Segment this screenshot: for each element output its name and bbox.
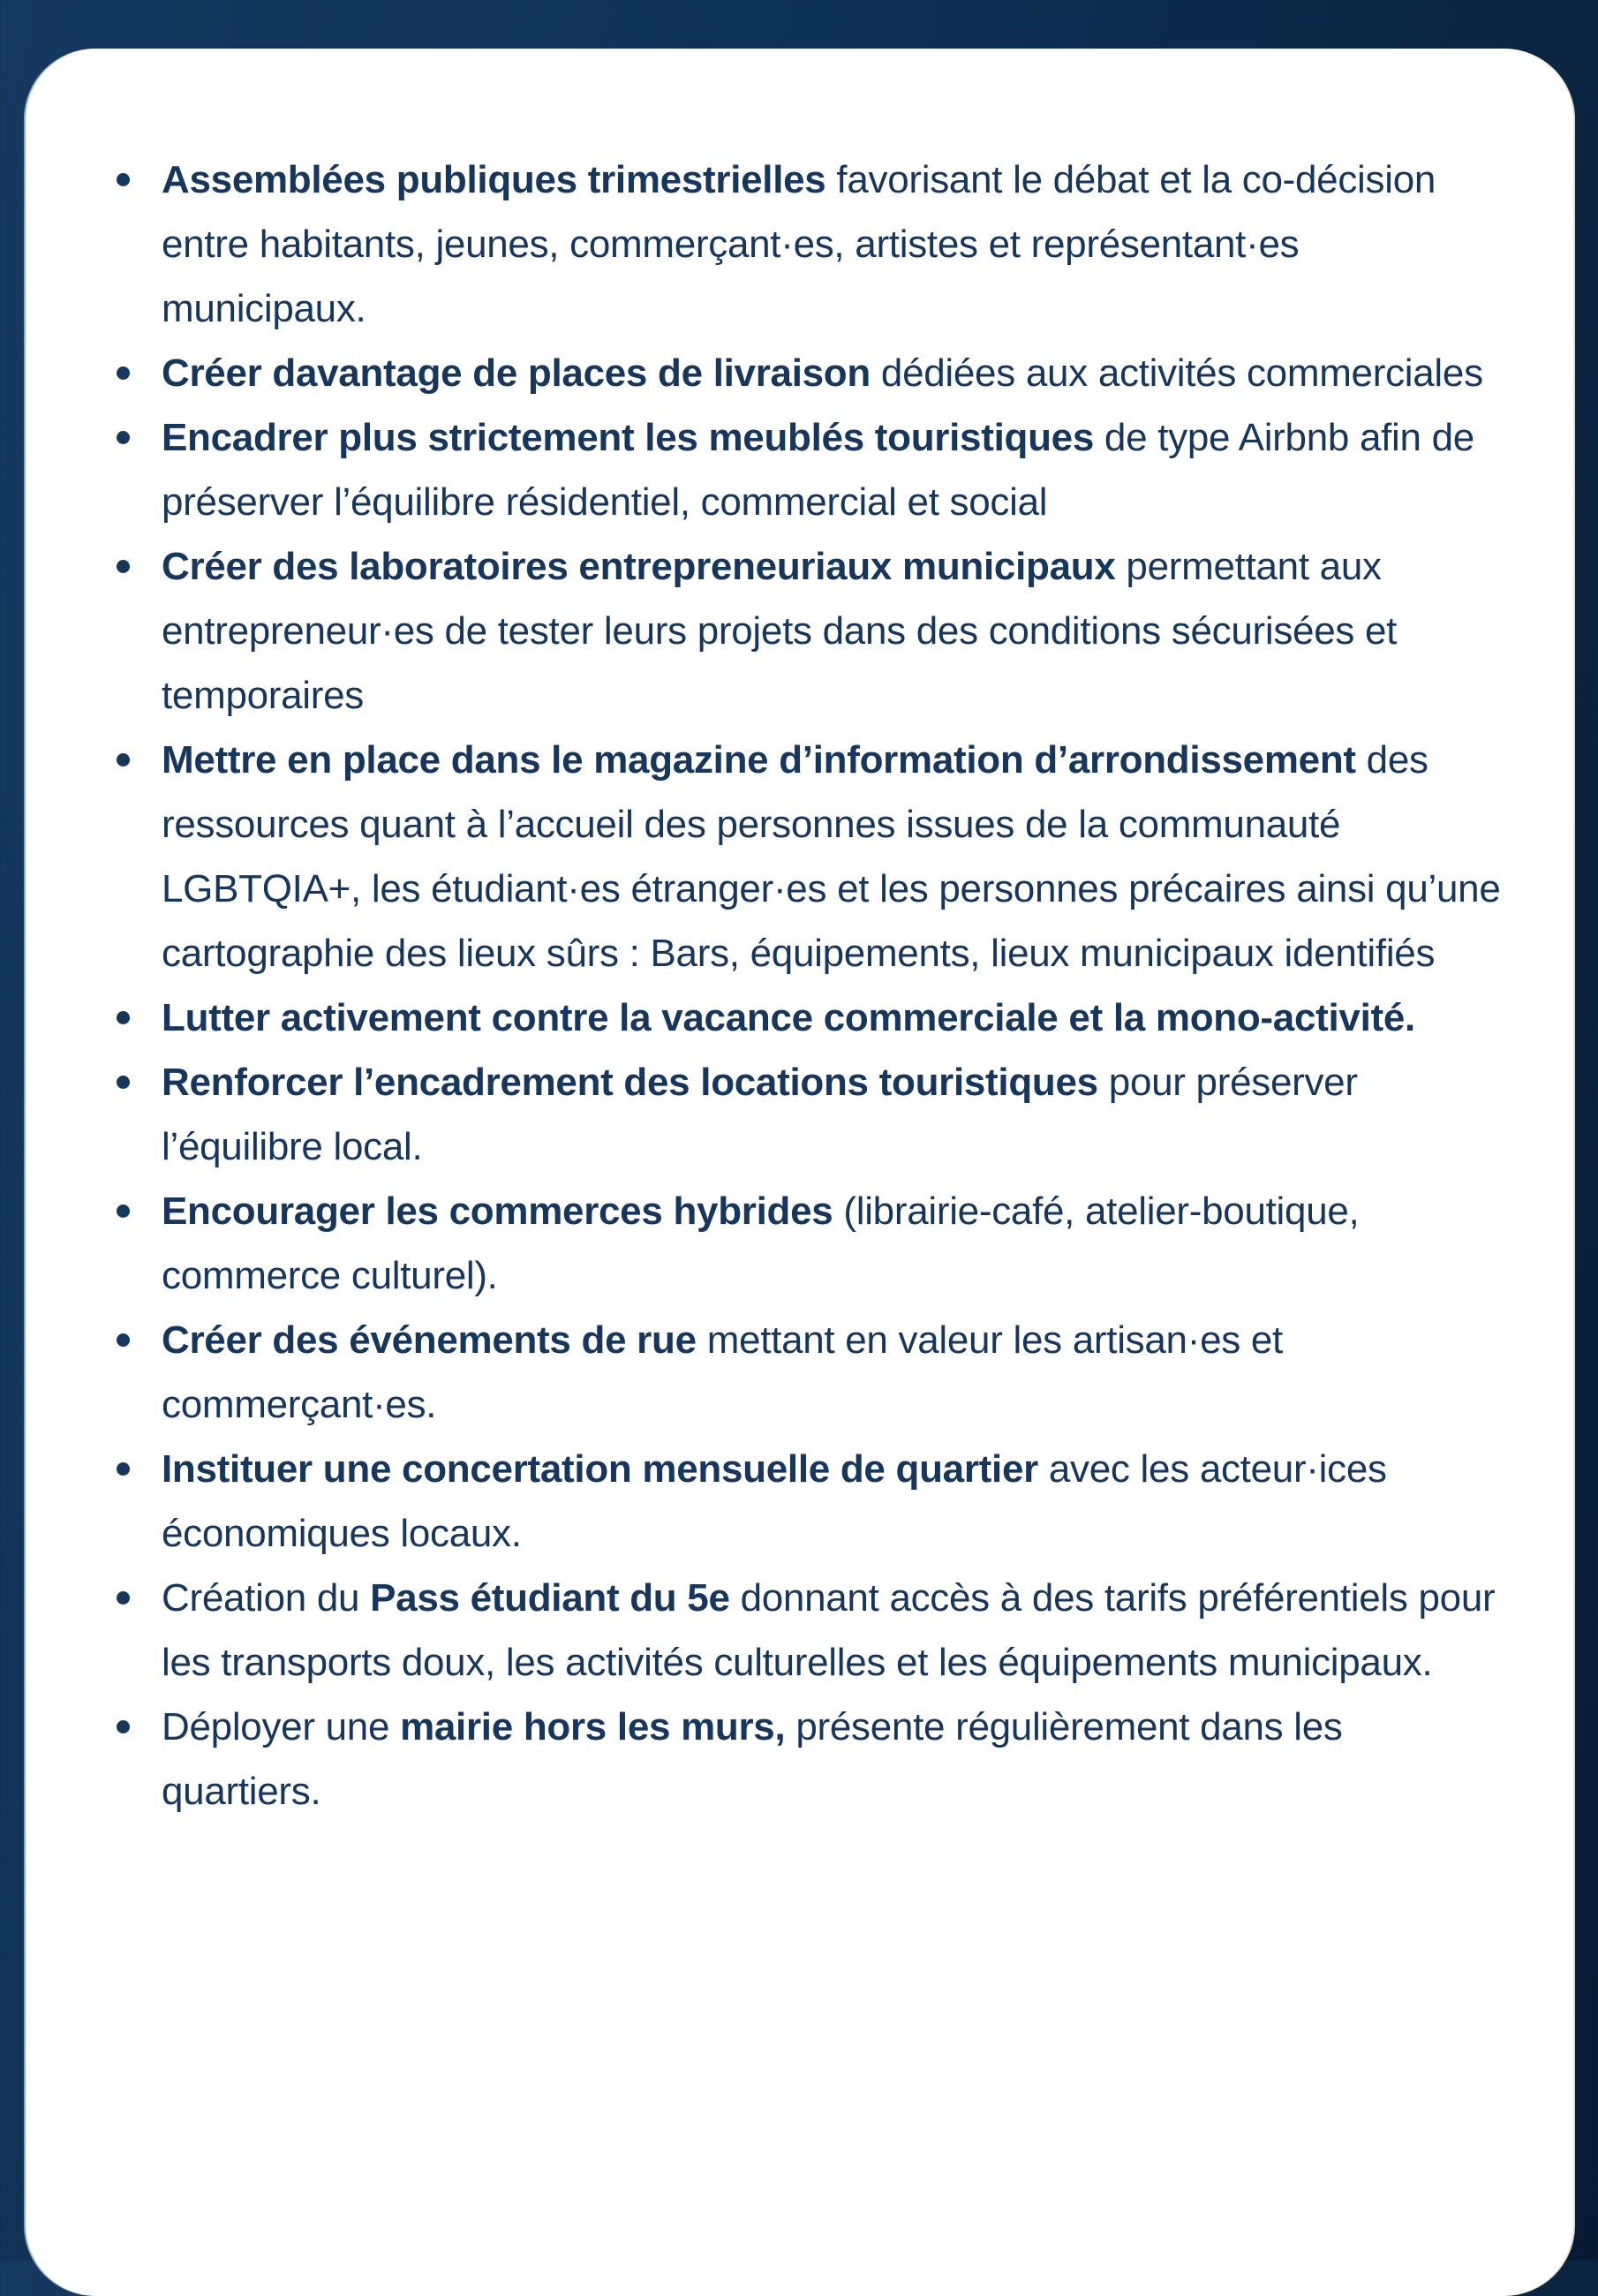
- list-item: [162, 1179, 1508, 1308]
- text-segment-bold: Créer des événements de rue: [162, 1318, 697, 1362]
- text-segment: de type Airbnb afin de préserver l’équilibre résidentiel, commercial et social: [162, 416, 1474, 524]
- bullet-icon: [117, 1333, 130, 1347]
- text-segment: des ressources quant à l’accueil des personnes issues de la communauté LGBTQIA+, les étudiant·es étranger·es et les personnes précaires ainsi qu’une cartographie des lieux sûrs : Bars, équipements, lieux municipaux identifiés: [162, 738, 1501, 975]
- list-item: [162, 405, 1508, 534]
- text-segment: favorisant le débat et la co-décision entre habitants, jeunes, commerçant·es, artistes et représentant·es municipaux.: [162, 158, 1436, 330]
- list-item-text: [162, 1447, 1387, 1555]
- list-item: [162, 1308, 1508, 1437]
- bullet-icon: [117, 366, 130, 380]
- list-item-text: [162, 545, 1397, 717]
- list-item-text: [162, 416, 1474, 524]
- list-item: [162, 1050, 1508, 1179]
- bullet-icon: [117, 1076, 130, 1089]
- list-item-text: [162, 1705, 1343, 1813]
- text-segment: avec les acteur·ices économiques locaux.: [162, 1447, 1387, 1555]
- bullet-list: [26, 49, 1573, 1824]
- list-item-text: [162, 738, 1501, 975]
- list-item-text: [162, 1318, 1283, 1426]
- list-item-text: [162, 351, 1483, 395]
- text-segment-bold: Encadrer plus strictement les meublés touristiques: [162, 416, 1094, 459]
- text-segment: Création du: [162, 1576, 371, 1620]
- text-segment: Déployer une: [162, 1705, 401, 1748]
- text-segment-bold: Lutter activement contre la vacance commerciale et la mono-activité.: [162, 996, 1415, 1039]
- text-segment-bold: Renforcer l’encadrement des locations touristiques: [162, 1061, 1098, 1104]
- text-segment-bold: Créer davantage de places de livraison: [162, 351, 871, 395]
- bullet-icon: [117, 560, 130, 573]
- text-segment: donnant accès à des tarifs préférentiels pour les transports doux, les activités culturelles et les équipements municipaux.: [162, 1576, 1496, 1684]
- list-item: [162, 1566, 1508, 1695]
- text-segment-bold: Assemblées publiques trimestrielles: [162, 158, 826, 201]
- bullet-icon: [117, 1591, 130, 1605]
- list-item-text: [162, 158, 1436, 330]
- bullet-icon: [117, 1720, 130, 1733]
- bullet-icon: [117, 1205, 130, 1218]
- text-segment-bold: Encourager les commerces hybrides: [162, 1190, 833, 1233]
- list-item-text: [162, 1190, 1359, 1297]
- list-item: [162, 341, 1508, 405]
- list-item: [162, 728, 1508, 986]
- text-segment: dédiées aux activités commerciales: [870, 351, 1483, 395]
- list-item: [162, 534, 1508, 728]
- text-segment: (librairie-café, atelier-boutique, commerce culturel).: [162, 1190, 1360, 1297]
- text-segment: permettant aux entrepreneur·es de tester leurs projets dans des conditions sécurisées et temporaires: [162, 545, 1398, 717]
- list-item: [162, 986, 1508, 1050]
- text-segment: présente régulièrement dans les quartiers.: [162, 1705, 1343, 1813]
- bullet-icon: [117, 1011, 130, 1024]
- content-card: [26, 49, 1573, 2296]
- list-item-text: [162, 1061, 1358, 1168]
- list-item: [162, 1437, 1508, 1566]
- list-item: [162, 147, 1508, 341]
- text-segment: mettant en valeur les artisan·es et commerçant·es.: [162, 1318, 1283, 1426]
- list-item-text: [162, 996, 1415, 1039]
- text-segment: pour préserver l’équilibre local.: [162, 1061, 1358, 1168]
- text-segment-bold: mairie hors les murs,: [400, 1705, 786, 1748]
- list-item: [162, 1695, 1508, 1824]
- bullet-icon: [117, 753, 130, 767]
- text-segment-bold: Mettre en place dans le magazine d’information d’arrondissement: [162, 738, 1356, 782]
- bullet-icon: [117, 431, 130, 444]
- text-segment-bold: Instituer une concertation mensuelle de quartier: [162, 1447, 1038, 1491]
- text-segment-bold: Créer des laboratoires entrepreneuriaux municipaux: [162, 545, 1116, 588]
- list-item-text: [162, 1576, 1495, 1684]
- text-segment-bold: Pass étudiant du 5e: [370, 1576, 730, 1620]
- bullet-icon: [117, 173, 130, 186]
- bullet-icon: [117, 1462, 130, 1476]
